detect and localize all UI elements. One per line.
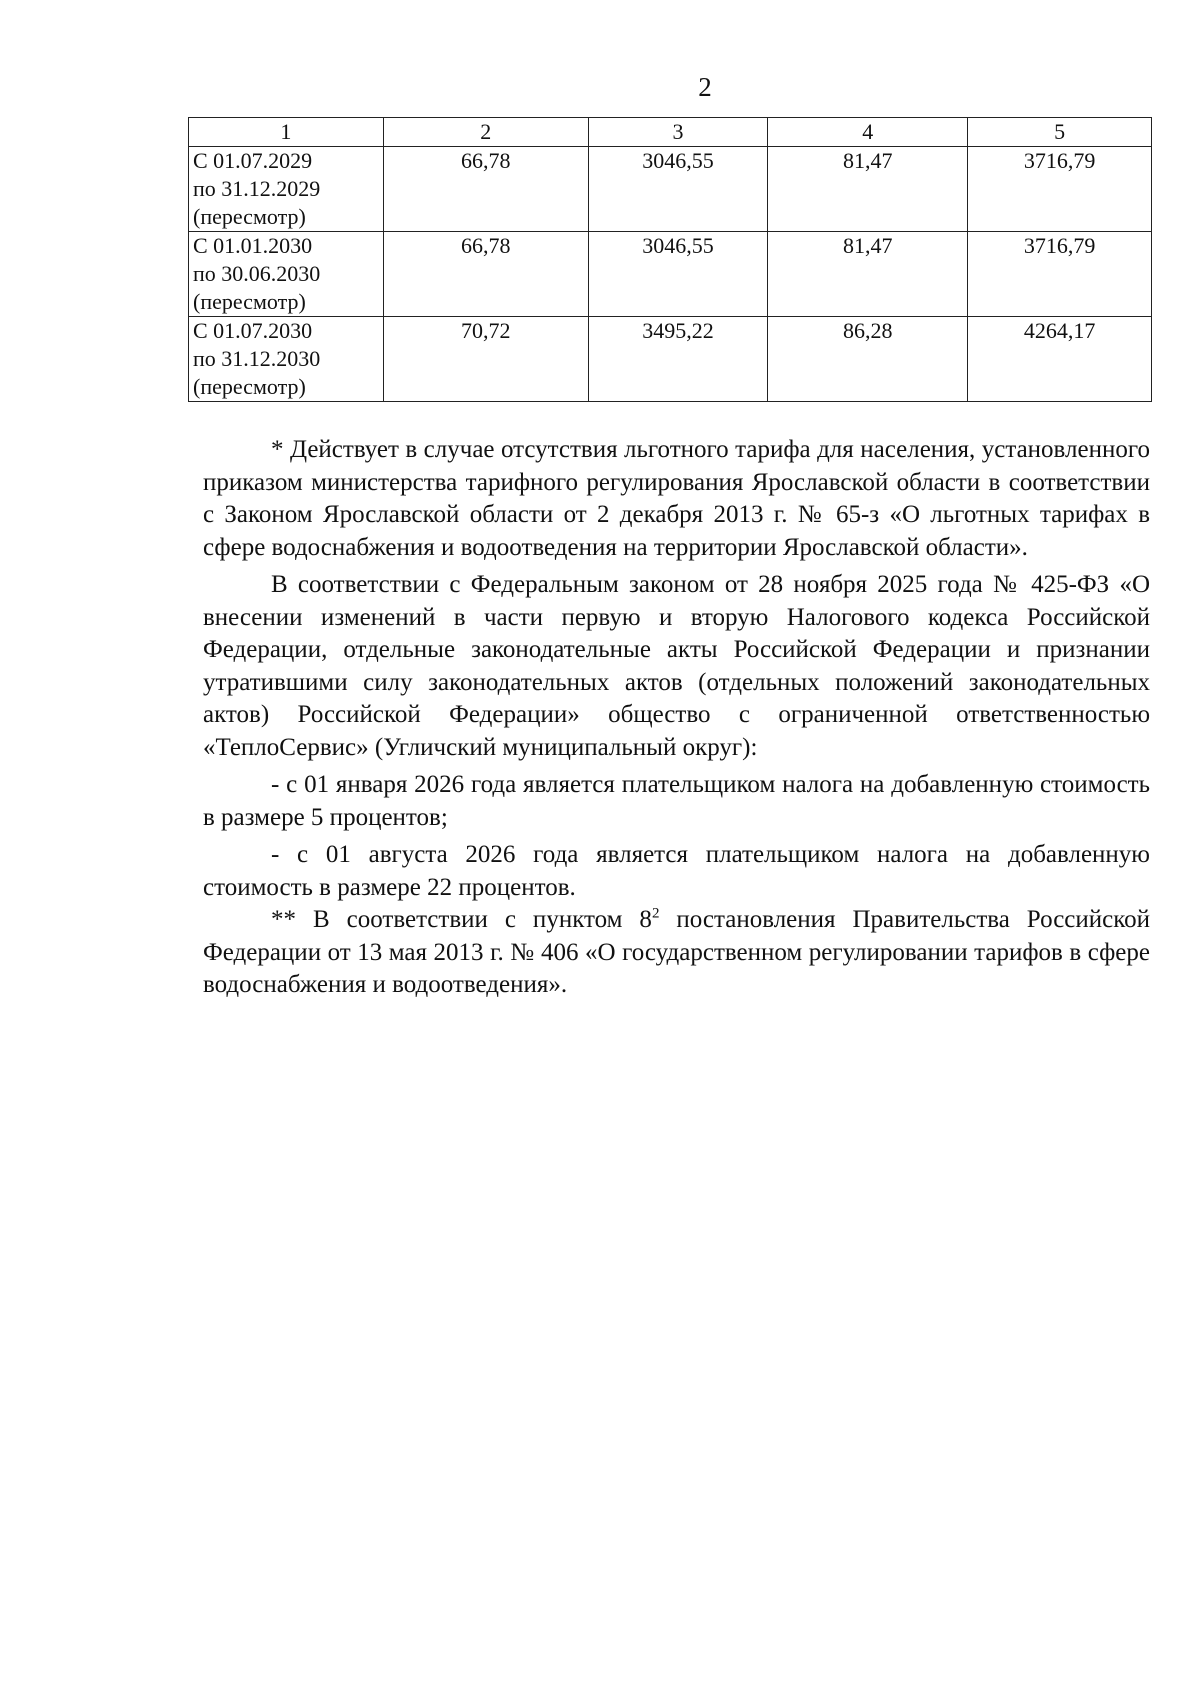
value-cell: 3046,55 <box>588 232 768 317</box>
value-cell: 81,47 <box>768 147 968 232</box>
value-cell: 66,78 <box>383 147 588 232</box>
vat-item-january: - с 01 января 2026 года является плательщиком налога на добавленную стоимость в размере 5 процентов; <box>203 771 1150 831</box>
period-note: (пересмотр) <box>193 204 306 229</box>
period-end: по 30.06.2030 <box>193 261 321 286</box>
footnote-single-asterisk: * Действует в случае отсутствия льготного тарифа для населения, установленного приказом министерства тарифного регулирования Ярославской области в соответствии с Законом Ярославской области от 2 декабря 2013 г. № 65-з «О льготных тарифах в сфере водоснабжения и водоотведения на территории Ярославской области». <box>203 436 1150 561</box>
value-cell: 3716,79 <box>968 147 1152 232</box>
value-cell: 3495,22 <box>588 317 768 402</box>
table-row <box>189 317 1152 402</box>
period-note: (пересмотр) <box>193 289 306 314</box>
period-start: С 01.07.2030 <box>193 318 313 343</box>
period-end: по 31.12.2030 <box>193 346 321 371</box>
footnote-2-superscript: 2 <box>651 905 660 922</box>
value-cell: 86,28 <box>768 317 968 402</box>
period-cell <box>189 317 384 402</box>
period-note: (пересмотр) <box>193 374 306 399</box>
column-header: 3 <box>588 118 768 147</box>
tariff-table <box>188 117 1152 402</box>
value-cell: 66,78 <box>383 232 588 317</box>
table-row <box>189 232 1152 317</box>
footnote-2-prefix: ** В соответствии с пунктом 8 <box>271 906 652 933</box>
vat-paragraph: В соответствии с Федеральным законом от 28 ноября 2025 года № 425-ФЗ «О внесении изменений в части первую и вторую Налогового кодекса Российской Федерации, отдельные законодательные акты Российской Федерации и признании утратившими силу законодательных актов (отдельных положений законодательных актов) Российской Федерации» общество с ограниченной ответственностью «ТеплоСервис» (Угличский муниципальный округ): <box>203 571 1150 761</box>
period-start: С 01.01.2030 <box>193 233 313 258</box>
period-cell <box>189 232 384 317</box>
period-cell <box>189 147 384 232</box>
value-cell: 81,47 <box>768 232 968 317</box>
table-header-row <box>189 118 1152 147</box>
value-cell: 4264,17 <box>968 317 1152 402</box>
value-cell: 3716,79 <box>968 232 1152 317</box>
footnote-double-asterisk <box>203 904 1150 1002</box>
vat-item-august: - с 01 августа 2026 года является плательщиком налога на добавленную стоимость в размере 22 процентов. <box>203 841 1150 901</box>
period-start: С 01.07.2029 <box>193 148 313 173</box>
column-header: 5 <box>968 118 1152 147</box>
column-header: 4 <box>768 118 968 147</box>
column-header: 1 <box>189 118 384 147</box>
column-header: 2 <box>383 118 588 147</box>
value-cell: 3046,55 <box>588 147 768 232</box>
notes-block <box>203 434 1150 1002</box>
table-row <box>189 147 1152 232</box>
footnote-2-suffix: постановления Правительства Российской Федерации от 13 мая 2013 г. № 406 «О государственном регулировании тарифов в сфере водоснабжения и водоотведения». <box>203 906 1151 998</box>
page-number: 2 <box>698 72 712 102</box>
period-end: по 31.12.2029 <box>193 176 321 201</box>
value-cell: 70,72 <box>383 317 588 402</box>
